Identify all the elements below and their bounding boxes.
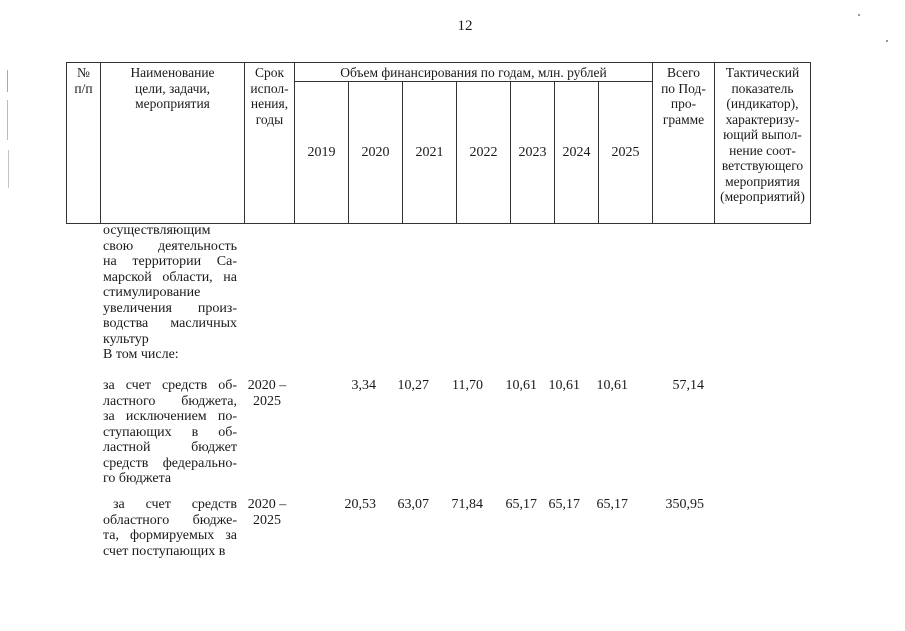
scan-mark <box>7 70 8 92</box>
year-2025-header: 2025 <box>599 82 653 224</box>
scan-mark <box>8 150 9 188</box>
year-2023-header: 2023 <box>511 82 555 224</box>
col-indicator-header: Тактический показатель (индикатор), характеризу- ющий выпол- нение соот- ветствующего мероприятия (мероприятий) <box>715 63 811 224</box>
scan-dot <box>886 40 888 42</box>
year-2022-header: 2022 <box>457 82 511 224</box>
scan-dot <box>858 14 860 16</box>
row-2-total: 350,95 <box>665 497 704 512</box>
description-block: осуществляющим свою деятельность на территории Са- марской области, на стимулирование увеличения произ- водства масличных культур В том числе: <box>103 223 237 362</box>
col-total-header: Всего по Под- про- грамме <box>653 63 715 224</box>
col-number-header: № п/п <box>67 63 101 224</box>
scan-mark <box>7 100 8 140</box>
row-1-value-2020: 3,34 <box>351 378 376 393</box>
page-number: 12 <box>457 18 473 34</box>
row-1-term: 2020 – 2025 <box>247 378 287 409</box>
row-2-term: 2020 – 2025 <box>247 497 287 528</box>
in-total-label: В том числе: <box>103 347 179 362</box>
year-2020-header: 2020 <box>349 82 403 224</box>
table-header <box>66 62 811 224</box>
col-term-header: Срок испол- нения, годы <box>245 63 295 224</box>
financing-group-header: Объем финансирования по годам, млн. рублей <box>295 63 653 82</box>
year-2019-header: 2019 <box>295 82 349 224</box>
row-2-value-2021: 63,07 <box>397 497 429 512</box>
row-2-value-2024: 65,17 <box>548 497 580 512</box>
col-name-header: Наименование цели, задачи, мероприятия <box>101 63 245 224</box>
row-1-description: за счет средств об- ластного бюджета, за исключением по- ступающих в об- ластной бюджет средств федерально- го бюджета <box>103 378 237 486</box>
row-1-value-2021: 10,27 <box>397 378 429 393</box>
year-2021-header: 2021 <box>403 82 457 224</box>
row-1-value-2024: 10,61 <box>548 378 580 393</box>
row-2-value-2023: 65,17 <box>505 497 537 512</box>
row-2-value-2025: 65,17 <box>596 497 628 512</box>
row-2-description: за счет средств областного бюдже- та, формируемых за счет поступающих в <box>103 497 237 559</box>
row-1-value-2025: 10,61 <box>596 378 628 393</box>
row-1-value-2023: 10,61 <box>505 378 537 393</box>
year-2024-header: 2024 <box>555 82 599 224</box>
row-2-value-2020: 20,53 <box>344 497 376 512</box>
row-2-value-2022: 71,84 <box>451 497 483 512</box>
row-1-total: 57,14 <box>672 378 704 393</box>
row-1-value-2022: 11,70 <box>452 378 483 393</box>
